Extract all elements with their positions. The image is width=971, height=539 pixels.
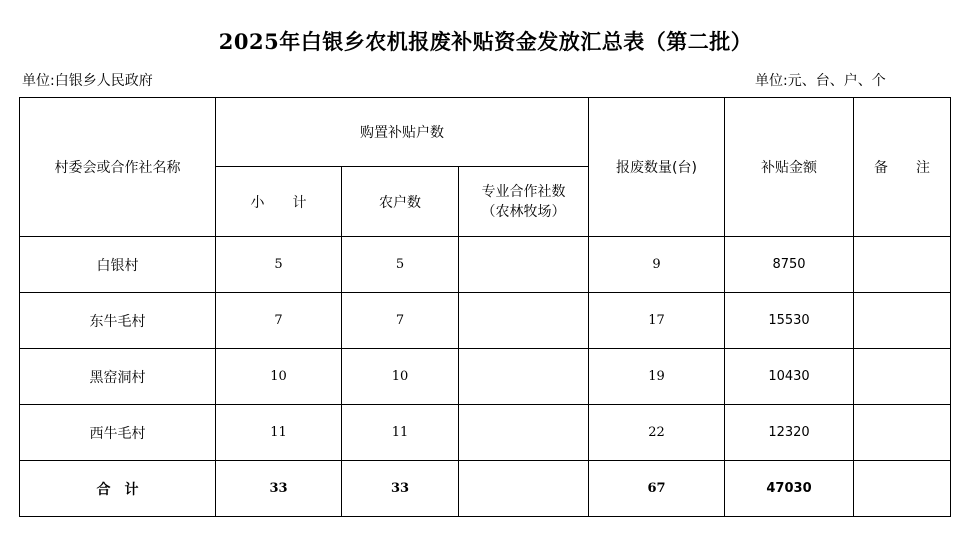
header-scrap-qty: 报废数量(台) (589, 98, 725, 237)
total-subtotal: 33 (216, 461, 342, 517)
row-name: 东牛毛村 (20, 293, 216, 349)
row-remark (854, 237, 951, 293)
header-coop-line2: （农林牧场） (481, 203, 566, 220)
row-farmers: 7 (342, 293, 459, 349)
header-subtotal: 小 计 (216, 167, 342, 237)
total-remark (854, 461, 951, 517)
row-qty: 19 (589, 349, 725, 405)
row-subtotal: 7 (216, 293, 342, 349)
row-coop (459, 293, 589, 349)
table-row (20, 405, 951, 461)
header-remark: 备 注 (854, 98, 951, 237)
header-subsidy-amount: 补贴金额 (725, 98, 854, 237)
total-row (20, 461, 951, 517)
row-farmers: 11 (342, 405, 459, 461)
row-subtotal: 10 (216, 349, 342, 405)
row-name: 白银村 (20, 237, 216, 293)
measurement-unit-label: 单位:元、台、户、个 (755, 73, 886, 89)
row-name: 黑窑洞村 (20, 349, 216, 405)
issuing-unit-label: 单位:白银乡人民政府 (22, 73, 153, 89)
total-coop (459, 461, 589, 517)
row-remark (854, 293, 951, 349)
subsidy-summary-table (19, 97, 951, 517)
table-row (20, 293, 951, 349)
row-remark (854, 405, 951, 461)
header-name-col: 村委会或合作社名称 (20, 98, 216, 237)
total-qty: 67 (589, 461, 725, 517)
row-amount: 12320 (725, 405, 854, 461)
row-farmers: 10 (342, 349, 459, 405)
row-coop (459, 405, 589, 461)
row-remark (854, 349, 951, 405)
row-amount: 8750 (725, 237, 854, 293)
total-farmers: 33 (342, 461, 459, 517)
row-amount: 10430 (725, 349, 854, 405)
header-coop (459, 167, 589, 237)
row-qty: 22 (589, 405, 725, 461)
row-farmers: 5 (342, 237, 459, 293)
row-qty: 17 (589, 293, 725, 349)
header-coop-line1: 专业合作社数 (481, 183, 566, 200)
row-subtotal: 5 (216, 237, 342, 293)
total-amount: 47030 (725, 461, 854, 517)
table-row (20, 237, 951, 293)
header-row-1 (20, 98, 951, 167)
row-name: 西牛毛村 (20, 405, 216, 461)
row-amount: 15530 (725, 293, 854, 349)
total-name: 合 计 (20, 461, 216, 517)
header-farmers: 农户数 (342, 167, 459, 237)
row-qty: 9 (589, 237, 725, 293)
row-subtotal: 11 (216, 405, 342, 461)
row-coop (459, 349, 589, 405)
header-purchase-group: 购置补贴户数 (216, 98, 589, 167)
row-coop (459, 237, 589, 293)
table-row (20, 349, 951, 405)
page-title: 2025年白银乡农机报废补贴资金发放汇总表（第二批） (218, 29, 753, 54)
